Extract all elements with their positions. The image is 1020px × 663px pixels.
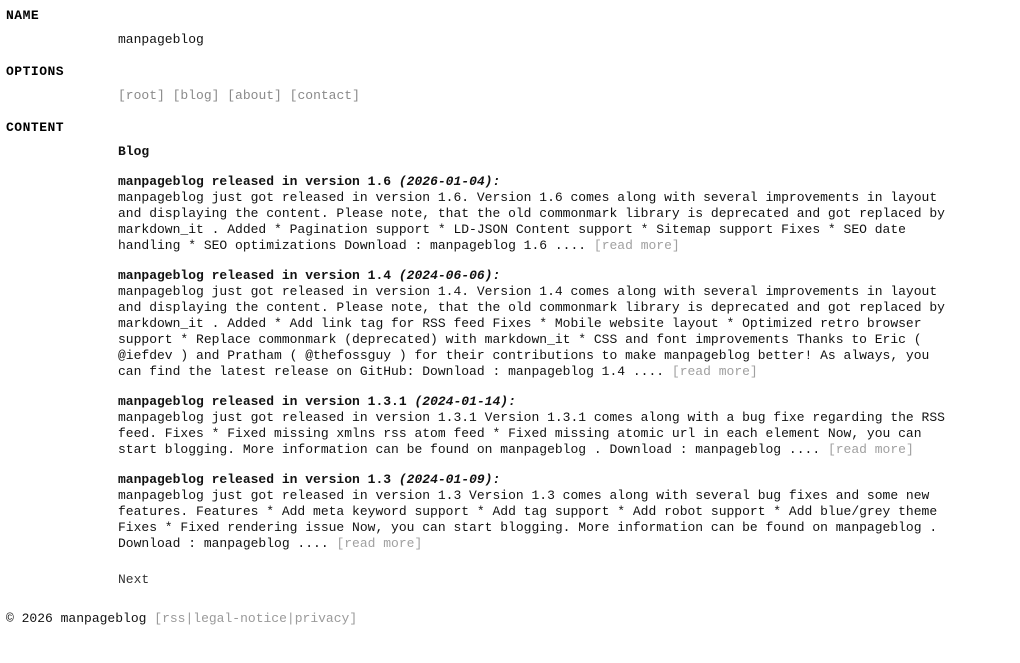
post-excerpt bbox=[118, 410, 960, 458]
content-section-heading: CONTENT bbox=[6, 120, 65, 135]
post-excerpt bbox=[118, 190, 960, 254]
read-more-link[interactable]: [read more] bbox=[593, 238, 680, 253]
footer-bracket-open: [ bbox=[154, 611, 163, 626]
pagination-next-link[interactable]: Next bbox=[118, 572, 150, 587]
options-section-heading: OPTIONS bbox=[6, 64, 65, 79]
content-section-body bbox=[0, 144, 1020, 588]
post-title-row bbox=[118, 394, 960, 410]
options-section bbox=[0, 64, 1020, 104]
post-date: (2024-01-09): bbox=[398, 472, 501, 487]
name-section bbox=[0, 8, 1020, 48]
name-section-body bbox=[0, 32, 1020, 48]
footer-link-privacy[interactable]: privacy bbox=[294, 611, 350, 626]
post-excerpt-text: manpageblog just got released in version 1.6. Version 1.6 comes along with several improvements in layout and displaying the content. Please note, that the old commonmark library is deprecated and got replaced by markdown_it . Added * Pagination support * LD-JSON Content support * Sitemap support Fixes * SEO date handling * SEO optimizations Download : manpageblog 1.6 .... bbox=[118, 190, 945, 253]
post-date: (2024-01-14): bbox=[414, 394, 516, 409]
nav-links bbox=[118, 88, 960, 104]
post-excerpt bbox=[118, 284, 960, 380]
options-section-body bbox=[0, 88, 1020, 104]
post-title-link[interactable]: manpageblog released in version 1.4 bbox=[118, 268, 392, 283]
post-date: (2026-01-04): bbox=[398, 174, 501, 189]
post-excerpt bbox=[118, 488, 960, 552]
footer-copyright: © 2026 manpageblog bbox=[6, 611, 147, 626]
post-title-row bbox=[118, 472, 960, 488]
page-footer bbox=[0, 611, 1020, 627]
blog-post bbox=[118, 268, 960, 380]
nav-link-root[interactable]: [root] bbox=[118, 88, 165, 103]
post-excerpt-text: manpageblog just got released in version 1.3.1 Version 1.3.1 comes along with a bug fixe regarding the RSS feed. Fixes * Fixed missing xmlns rss atom feed * Fixed missing atomic url in each element Now, you can start blogging. More information can be found on manpageblog . Download : manpageblog .... bbox=[118, 410, 945, 457]
post-date: (2024-06-06): bbox=[398, 268, 501, 283]
post-title-link[interactable]: manpageblog released in version 1.3.1 bbox=[118, 394, 407, 409]
spacer bbox=[0, 80, 1020, 88]
post-excerpt-text: manpageblog just got released in version 1.3 Version 1.3 comes along with several bug fixes and some new features. Features * Add meta keyword support * Add tag support * Add robot support * Add blue/grey theme Fixes * Fixed rendering issue Now, you can start blogging. More information can be found on manpageblog . Download : manpageblog .... bbox=[118, 488, 938, 551]
footer-separator: | bbox=[185, 611, 194, 626]
pagination bbox=[118, 572, 960, 588]
post-title-row bbox=[118, 268, 960, 284]
nav-link-contact[interactable]: [contact] bbox=[289, 88, 360, 103]
blog-subtitle: Blog bbox=[118, 144, 150, 159]
spacer bbox=[0, 136, 1020, 144]
blog-post bbox=[118, 394, 960, 458]
post-title-link[interactable]: manpageblog released in version 1.6 bbox=[118, 174, 392, 189]
post-title-link[interactable]: manpageblog released in version 1.3 bbox=[118, 472, 392, 487]
content-section bbox=[0, 120, 1020, 588]
footer-link-rss[interactable]: rss bbox=[162, 611, 186, 626]
footer-link-legal-notice[interactable]: legal-notice bbox=[193, 611, 287, 626]
post-excerpt-text: manpageblog just got released in version 1.4. Version 1.4 comes along with several improvements in layout and displaying the content. Please note, that the old commonmark library is deprecated and got replaced by markdown_it . Added * Add link tag for RSS feed Fixes * Mobile website layout * Optimized retro browser support * Replace commonmark (deprecated) with markdown_it * CSS and font improvements Thanks to Eric ( @iefdev ) and Pratham ( @thefossguy ) for their contributions to make manpageblog better! As always, you can find the latest release on GitHub: Download : manpageblog 1.4 .... bbox=[118, 284, 945, 379]
footer-separator: | bbox=[286, 611, 295, 626]
spacer bbox=[0, 24, 1020, 32]
nav-link-about[interactable]: [about] bbox=[227, 88, 282, 103]
read-more-link[interactable]: [read more] bbox=[671, 364, 758, 379]
nav-link-blog[interactable]: [blog] bbox=[172, 88, 220, 103]
spacer bbox=[0, 104, 1020, 120]
site-name: manpageblog bbox=[118, 32, 204, 47]
name-section-heading: NAME bbox=[6, 8, 40, 23]
read-more-link[interactable]: [read more] bbox=[336, 536, 423, 551]
footer-bracket-close: ] bbox=[349, 611, 358, 626]
blog-post bbox=[118, 174, 960, 254]
post-title-row bbox=[118, 174, 960, 190]
blog-post bbox=[118, 472, 960, 552]
read-more-link[interactable]: [read more] bbox=[827, 442, 914, 457]
spacer bbox=[0, 48, 1020, 64]
